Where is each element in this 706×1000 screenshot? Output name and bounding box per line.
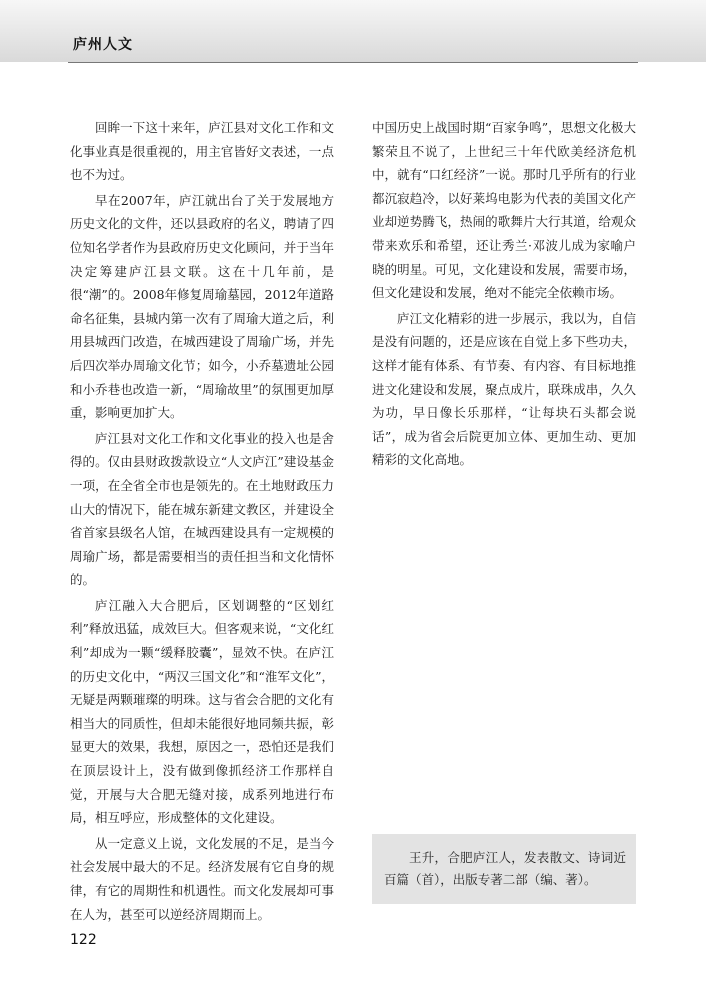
article-paragraph: 回眸一下这十来年，庐江县对文化工作和文化事业真是很重视的，用主官皆好文表述，一点也不为过。: [70, 120, 334, 183]
article-paragraph: 庐江文化精彩的进一步展示，我以为，自信是没有问题的，还是应该在自觉上多下些功夫，这样才能有体系、有节奏、有内容、有目标地推进文化建设和发展，聚点成片，联珠成串，久久为功，早日像长乐那样，“让每块石头都会说话”，成为省会后院更加立体、更加生动、更加精彩的文化高地。: [372, 310, 636, 468]
author-bio-box: [372, 834, 636, 904]
section-title: 庐州人文: [73, 37, 133, 53]
page-number: 122: [70, 932, 97, 948]
article-column-right: [372, 116, 636, 474]
article-paragraph: 庐江县对文化工作和文化事业的投入也是舍得的。仅由县财政拨款设立“人文庐江”建设基金一项，在全省全市也是领先的。在土地财政压力山大的情况下，能在城东新建文教区，并建设全省首家县级名人馆，在城西建设具有一定规模的周瑜广场，都是需要相当的责任担当和文化情怀的。: [70, 430, 334, 588]
article-paragraph: 中国历史上战国时期“百家争鸣”，思想文化极大繁荣且不说了，上世纪三十年代欧美经济危机中，就有“口红经济”一说。那时几乎所有的行业都沉寂趋冷，以好莱坞电影为代表的美国文化产业却逆势腾飞，热闹的歌舞片大行其道，给观众带来欢乐和希望，还让秀兰·邓波儿成为家喻户晓的明星。可见，文化建设和发展，需要市场，但文化建设和发展，绝对不能完全依赖市场。: [372, 120, 636, 301]
article-paragraph: 从一定意义上说，文化发展的不足，是当今社会发展中最大的不足。经济发展有它自身的规律，有它的周期性和机遇性。而文化发展却可事在人为，甚至可以逆经济周期而上。: [70, 835, 334, 922]
article-column-left: [70, 116, 334, 928]
page-header: [0, 0, 706, 62]
article-paragraph: 庐江融入大合肥后，区划调整的“区划红利”释放迅猛，成效巨大。但客观来说，“文化红利”却成为一颗“缓释胶囊”，显效不快。在庐江的历史文化中，“两汉三国文化”和“淮军文化”，无疑是两颗璀璨的明珠。这与省会合肥的文化有相当大的同质性，但却未能很好地同频共振，彰显更大的效果，我想，原因之一，恐怕还是我们在顶层设计上，没有做到像抓经济工作那样自觉，开展与大合肥无缝对接，成系列地进行布局，相互呼应，形成整体的文化建设。: [70, 597, 334, 826]
header-divider: [68, 62, 638, 63]
author-bio-text: 王升，合肥庐江人，发表散文、诗词近百篇（首），出版专著二部（编、著）。: [384, 850, 626, 887]
article-paragraph: 早在2007年，庐江就出台了关于发展地方历史文化的文件，还以县政府的名义，聘请了四位知名学者作为县政府历史文化顾问，并于当年决定筹建庐江县文联。这在十几年前，是很“潮”的。2008年修复周瑜墓园，2012年道路命名征集，县城内第一次有了周瑜大道之后，利用县城西门改造，在城西建设了周瑜广场，并先后四次举办周瑜文化节；如今，小乔墓遗址公园和小乔巷也改造一新，“周瑜故里”的氛围更加厚重，影响更加扩大。: [70, 192, 334, 421]
